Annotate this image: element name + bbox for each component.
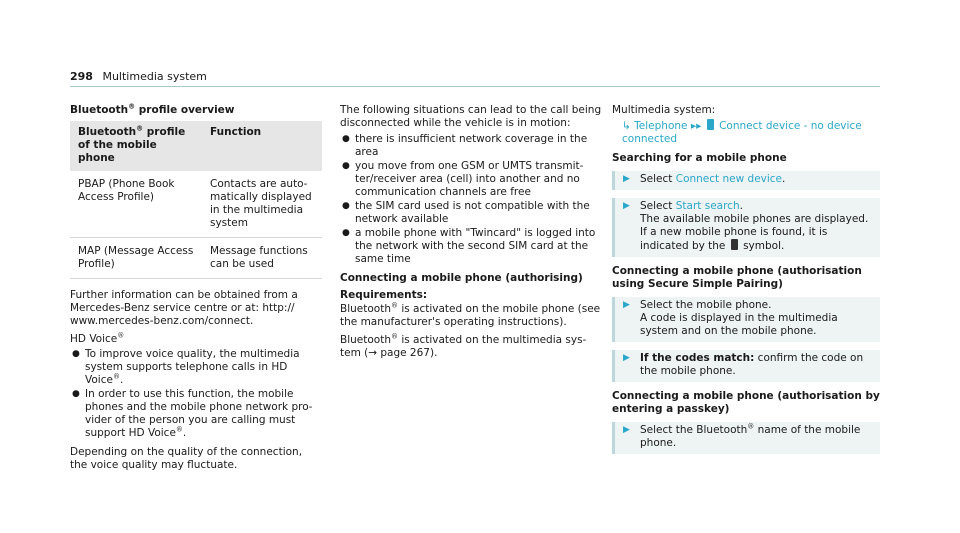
start-search-link[interactable]: Start search	[675, 200, 740, 212]
table-row	[70, 171, 322, 238]
header-rule	[70, 86, 880, 87]
list-item: ● To improve voice quality, the multimedia system supports telephone calls in HD Voice®.	[72, 348, 300, 386]
phone-icon	[707, 119, 714, 130]
path-separator-icon: ▸▸	[690, 120, 702, 132]
requirement-2: Bluetooth® is activated on the multimedia system (→ page 267).	[340, 332, 587, 359]
disconnect-list	[340, 133, 602, 266]
table-row	[70, 238, 322, 279]
path-arrow-icon: ↳	[622, 120, 631, 132]
menu-path	[612, 119, 880, 146]
quality-paragraph: Depending on the quality of the connection, the voice quality may fluctuate.	[70, 446, 303, 471]
requirement-1: Bluetooth® is activated on the mobile phone (see the manufacturer's operating instructions).	[340, 301, 601, 328]
disconnect-intro: The following situations can lead to the call being disconnected while the vehicle is in motion:	[340, 104, 602, 129]
profile-table	[70, 121, 322, 279]
path-telephone-link[interactable]: Telephone	[634, 120, 688, 132]
step-select-phone: ▶ Select the mobile phone. A code is displayed in the multimedia system and on the mobile phone.	[612, 297, 880, 342]
table-cell: PBAP (Phone Book Access Profile)	[70, 171, 202, 238]
table-cell: Message functions can be used	[202, 238, 322, 279]
table-header-row	[70, 121, 322, 171]
step-codes-match: ▶ If the codes match: confirm the code on the mobile phone.	[612, 350, 880, 382]
hd-voice-list	[70, 348, 320, 440]
secure-pairing-heading: Connecting a mobile phone (authorisation using Secure Simple Pairing)	[612, 265, 862, 290]
path-connect-link[interactable]: Connect device - no device connected	[622, 120, 862, 145]
step-connect-new-device: ▶ Select Connect new device.	[612, 171, 880, 190]
list-item: ● the SIM card used is not compatible with the network available	[342, 200, 590, 225]
further-info-paragraph: Further information can be obtained from a Mercedes-Benz service centre or at: http:// www.mercedes-benz.com/connect.	[70, 289, 298, 327]
column-3	[612, 104, 880, 462]
step-arrow-icon: ▶	[623, 353, 630, 363]
list-item: ● you move from one GSM or UMTS transmitter/receiver area (cell) into another and no communication channels are free	[342, 160, 584, 198]
step-arrow-icon: ▶	[623, 201, 630, 211]
connect-heading: Connecting a mobile phone (authorising)	[340, 272, 583, 284]
passkey-heading: Connecting a mobile phone (authorisation by entering a passkey)	[612, 390, 880, 415]
step-start-search: ▶ Select Start search. The available mobile phones are displayed. If a new mobile phone is found, it is indicated by the symbol.	[612, 198, 880, 257]
page-number: 298	[70, 70, 93, 83]
table-cell: Contacts are automatically displayed in the multimedia system	[202, 171, 322, 238]
table-header-function: Function	[202, 121, 322, 171]
page-header	[70, 70, 207, 83]
list-item: ● there is insufficient network coverage in the area	[342, 133, 588, 158]
step-arrow-icon: ▶	[623, 174, 630, 184]
profile-overview-heading: Bluetooth® profile overview	[70, 102, 235, 116]
table-header-profile: Bluetooth® profile of the mobile phone	[70, 121, 202, 171]
path-label: Multimedia system:	[612, 104, 716, 116]
table-cell: MAP (Message Access Profile)	[70, 238, 202, 279]
section-title: Multimedia system	[102, 70, 207, 83]
step-arrow-icon: ▶	[623, 425, 630, 435]
connect-new-device-link[interactable]: Connect new device	[675, 173, 783, 185]
search-heading: Searching for a mobile phone	[612, 152, 787, 164]
list-item: ● a mobile phone with "Twincard" is logged into the network with the second SIM card at the same time	[342, 227, 596, 265]
step-arrow-icon: ▶	[623, 300, 630, 310]
new-phone-icon	[731, 239, 738, 250]
requirements-label: Requirements:	[340, 289, 428, 301]
column-1	[70, 104, 320, 477]
step-select-bluetooth-name: ▶ Select the Bluetooth® name of the mobile phone.	[612, 422, 880, 454]
hd-voice-heading: HD Voice®	[70, 331, 125, 345]
list-item: ● In order to use this function, the mobile phones and the mobile phone network provider of the person you are calling must support HD Voice®.	[72, 388, 313, 439]
column-2	[340, 104, 602, 365]
